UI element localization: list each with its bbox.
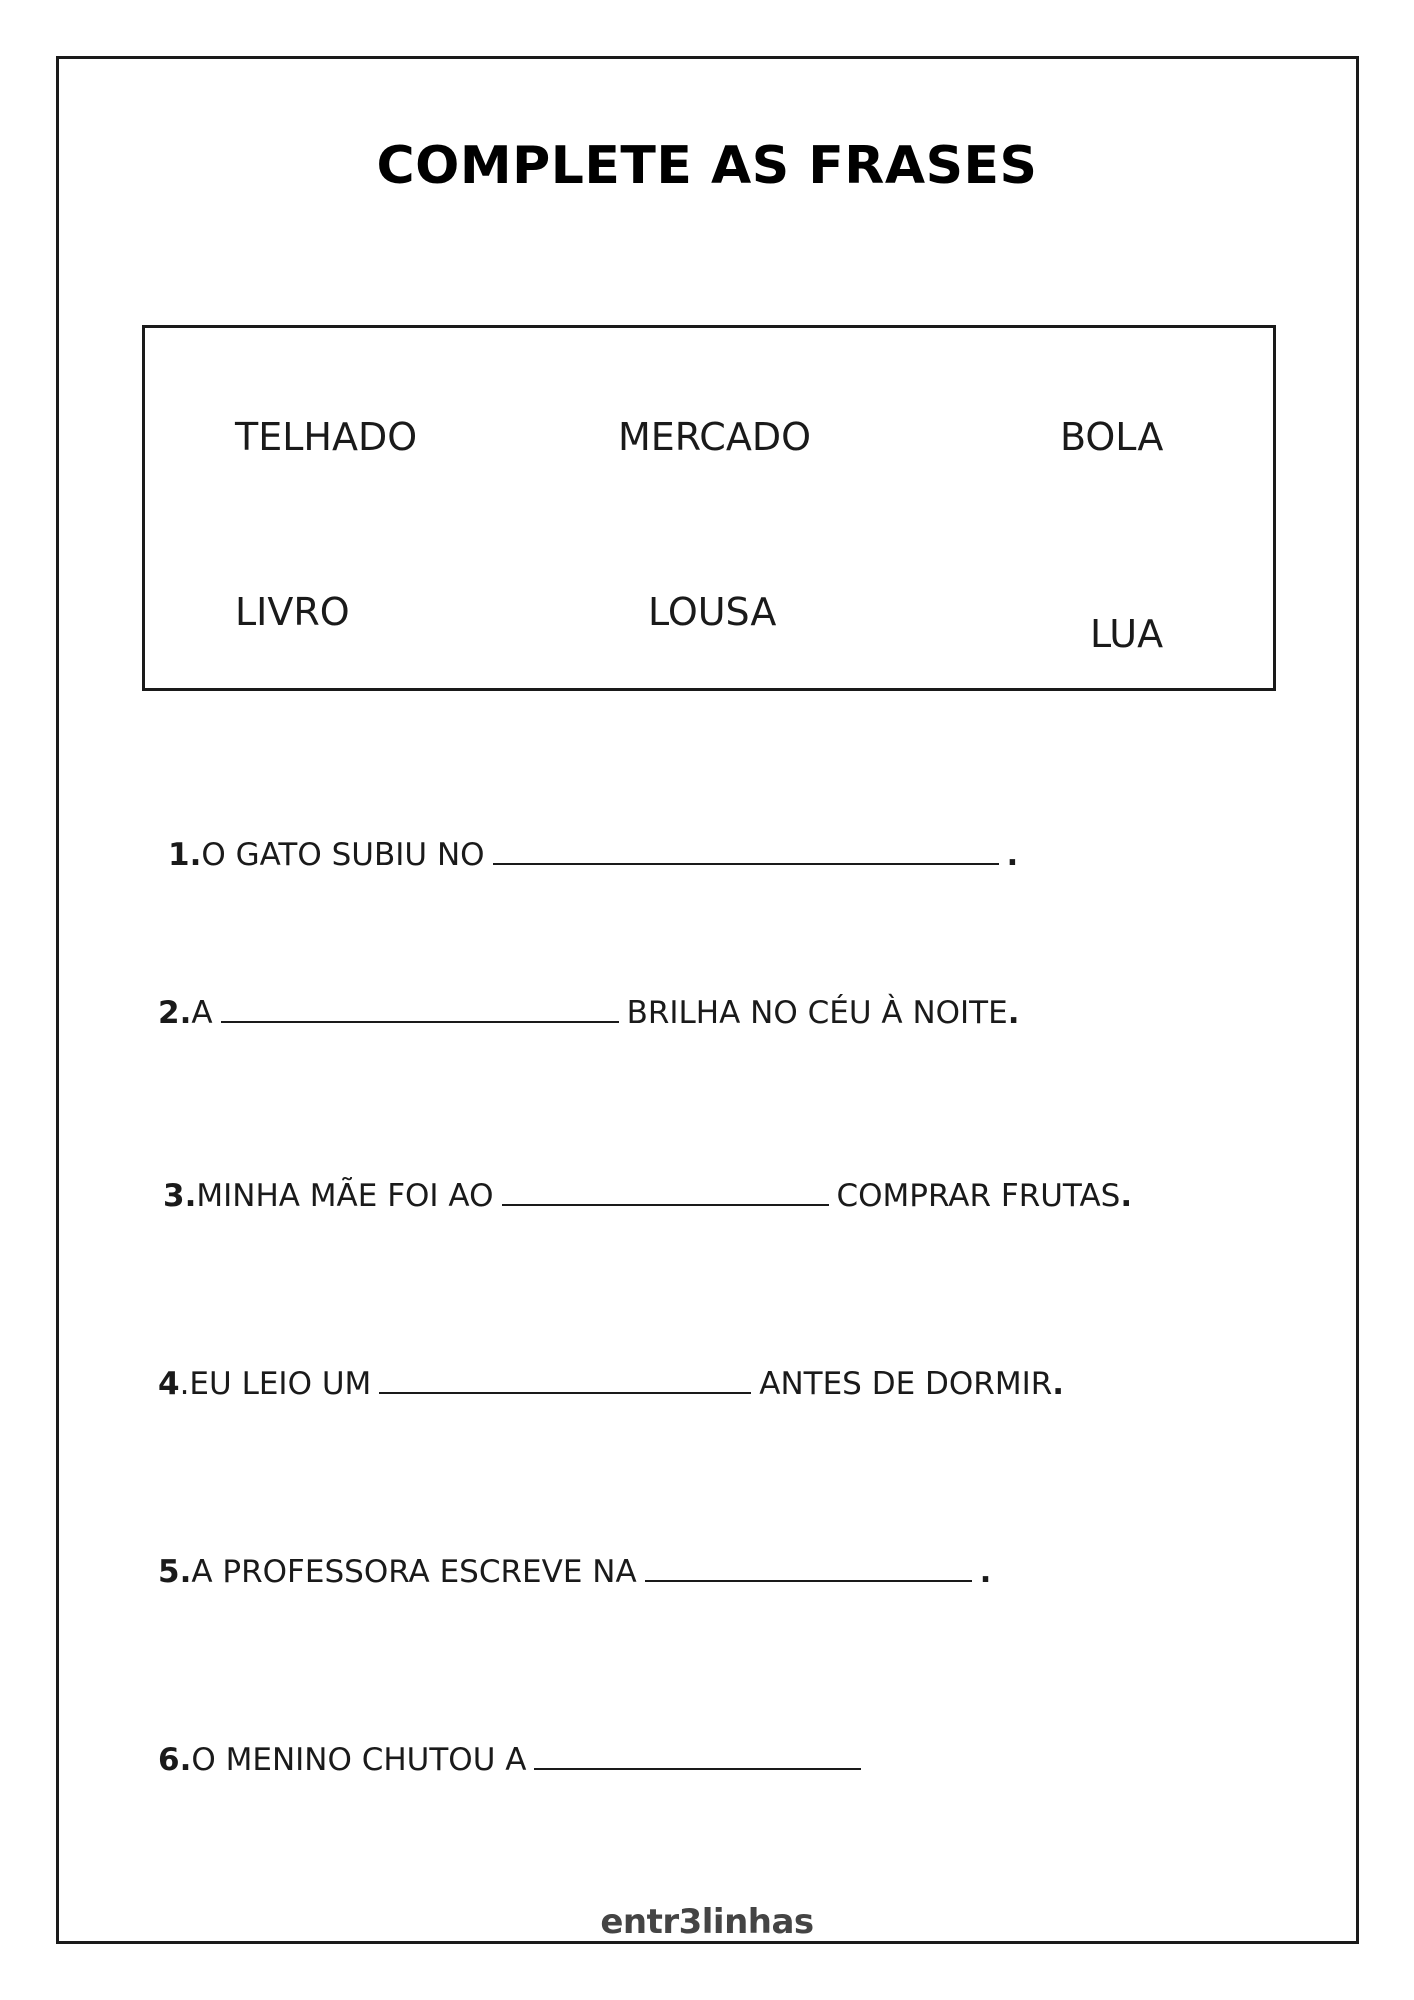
sentence-end: . bbox=[1052, 1366, 1065, 1402]
sentence-end: . bbox=[1006, 837, 1019, 873]
word-mercado: MERCADO bbox=[618, 415, 812, 459]
sentence-end: . bbox=[1120, 1178, 1133, 1214]
word-telhado: TELHADO bbox=[235, 415, 418, 459]
word-bola: BOLA bbox=[1060, 415, 1164, 459]
sentence-number: 1. bbox=[168, 837, 202, 873]
sentence-number: 4 bbox=[158, 1366, 180, 1402]
sentence-number: 3. bbox=[163, 1178, 197, 1214]
word-lua: LUA bbox=[1090, 612, 1164, 656]
sentence-number: 2. bbox=[158, 995, 192, 1031]
sentence-text-before: O GATO SUBIU NO bbox=[201, 837, 485, 873]
word-livro: LIVRO bbox=[235, 590, 350, 634]
sentence-text-before: A PROFESSORA ESCREVE NA bbox=[191, 1554, 637, 1590]
worksheet-title: COMPLETE AS FRASES bbox=[376, 136, 1038, 196]
answer-blank[interactable] bbox=[645, 1552, 972, 1582]
sentence-number: 6. bbox=[158, 1742, 192, 1778]
sentence-number: 5. bbox=[158, 1554, 192, 1590]
sentence-text-before: MINHA MÃE FOI AO bbox=[196, 1178, 494, 1214]
sentence-6 bbox=[158, 1740, 869, 1776]
sentence-text-before: O MENINO CHUTOU A bbox=[191, 1742, 527, 1778]
answer-blank[interactable] bbox=[221, 993, 619, 1023]
word-lousa: LOUSA bbox=[648, 590, 777, 634]
sentence-text-after: COMPRAR FRUTAS bbox=[836, 1178, 1121, 1214]
answer-blank[interactable] bbox=[493, 835, 999, 865]
sentence-text-before: A bbox=[191, 995, 213, 1031]
sentence-2 bbox=[158, 993, 1020, 1029]
sentence-end: . bbox=[1007, 995, 1020, 1031]
answer-blank[interactable] bbox=[379, 1364, 751, 1394]
sentence-text-after: BRILHA NO CÉU À NOITE bbox=[626, 995, 1008, 1031]
sentence-1 bbox=[168, 835, 1018, 871]
sentence-3 bbox=[163, 1176, 1132, 1212]
answer-blank[interactable] bbox=[534, 1740, 861, 1770]
answer-blank[interactable] bbox=[502, 1176, 829, 1206]
sentence-text-after: ANTES DE DORMIR bbox=[759, 1366, 1053, 1402]
sentence-end: . bbox=[979, 1554, 992, 1590]
publisher-logo: entr3linhas bbox=[600, 1902, 814, 1942]
sentence-5 bbox=[158, 1552, 991, 1588]
word-bank-box bbox=[142, 325, 1276, 691]
sentence-text-before: .EU LEIO UM bbox=[179, 1366, 372, 1402]
sentence-4 bbox=[158, 1364, 1064, 1400]
